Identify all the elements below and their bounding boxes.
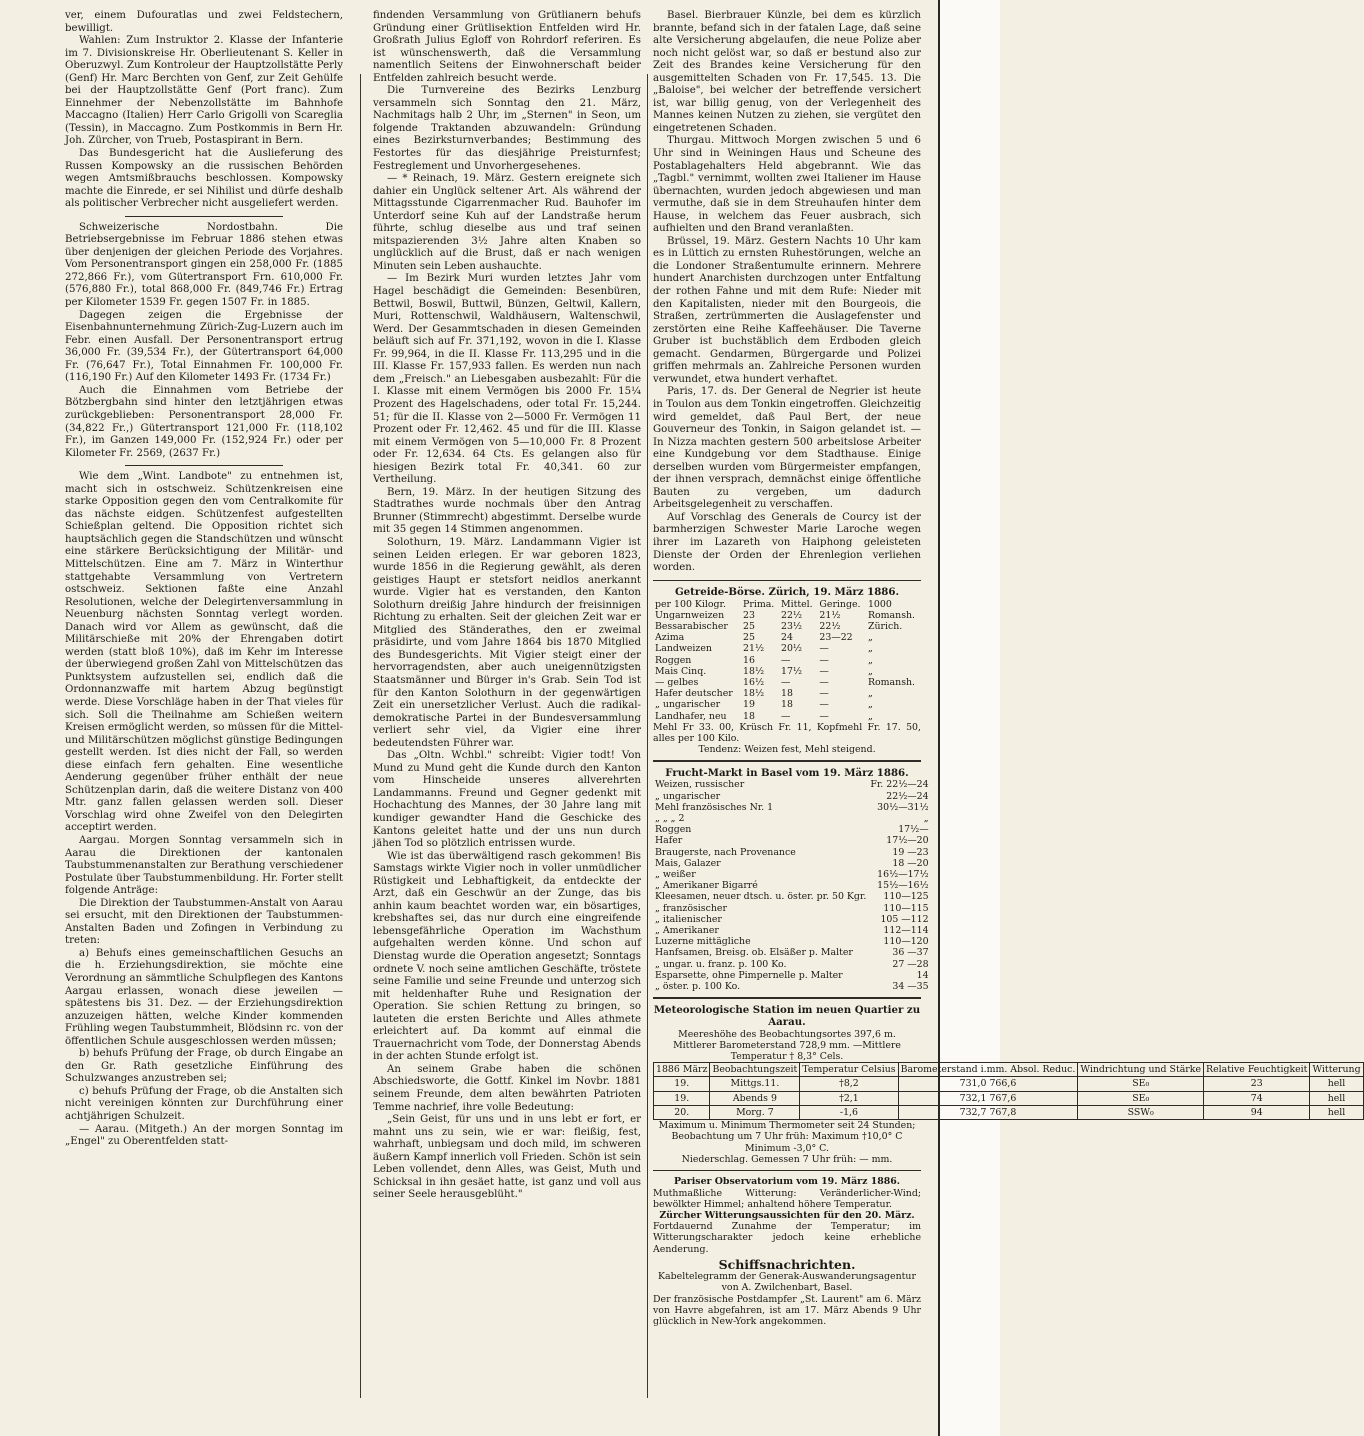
table-cell: 17½ xyxy=(780,665,803,677)
table-cell: Morg. 7 xyxy=(710,1105,800,1119)
table-cell: †8,2 xyxy=(800,1077,898,1091)
table-cell: hell xyxy=(1310,1077,1363,1091)
table-cell: 21½ xyxy=(819,609,841,621)
table-cell: Bessarabischer xyxy=(655,620,728,632)
table-cell: †2,1 xyxy=(800,1091,898,1105)
table-cell: 19 xyxy=(743,699,755,711)
table-cell: 24 xyxy=(780,632,793,644)
table-cell: „ französischer xyxy=(655,902,727,914)
table-cell: 22½—24 xyxy=(886,790,929,802)
table-row xyxy=(653,677,921,688)
table-cell: 25 xyxy=(743,620,755,632)
paragraph: Brüssel, 19. März. Gestern Nachts 10 Uhr kam es in Lüttich zu ernsten Ruhestörungen, welche an die Londoner Straßentumulte erinnern. Mehrere hundert Anarchisten durchzogen unter Entfaltung der rothen Fahne und mit dem Rufe: Nieder mit den Kapitalisten, nieder mit den Bourgeois, die Straßen, zertrümmerten die Auslagefenster und zerstörten eine Reihe Kaffeehäuser. Die Taverne Gruber ist buchstäblich dem Erdboden gleich gemacht. Gendarmen, Bürgergarde und Polizei griffen mehrmals an. Zahlreiche Personen wurden verwundet, etwa hundert verhaftet. xyxy=(653,235,921,385)
table-cell: 105 —112 xyxy=(880,913,929,925)
table-cell: — xyxy=(819,699,829,711)
paragraph: Paris, 17. ds. Der General de Negrier ist heute in Toulon aus dem Tonkin eingetroffen. Gleichzeitig wird gemeldet, daß Paul Bert, der neue Gouverneur des Tonkin, in Saigon gelandet ist. — In Nizza machten gestern 500 arbeitslose Arbeiter eine Kundgebung vor dem Stadthause. Einige derselben wurden vom Bürgermeister empfangen, der ihnen versprach, demnächst einige öffentliche Bauten zu vergeben, um dadurch Arbeitsgelegenheit zu verschaffen. xyxy=(653,386,921,511)
column-2 xyxy=(373,10,641,1340)
table-cell: Prima. xyxy=(743,598,775,610)
table-cell: Mais, Galazer xyxy=(655,857,721,869)
table-row xyxy=(653,847,931,858)
table-cell: 36 —37 xyxy=(892,947,929,959)
table-cell: Hanfsamen, Breisg. ob. Elsäßer p. Malter xyxy=(655,947,853,959)
fruit-market-title: Frucht-Markt in Basel vom 19. März 1886. xyxy=(665,766,909,779)
zurcher-text: Fortdauernd Zunahme der Temperatur; im Witterungscharakter jedoch keine erhebliche Aenderung. xyxy=(653,1221,921,1255)
table-cell: Mittel. xyxy=(780,598,813,610)
meteo-altitude: Meereshöhe des Beobachtungsortes 397,6 m. xyxy=(678,1028,896,1040)
table-cell: Witterung xyxy=(1310,1063,1363,1077)
table-row xyxy=(653,824,931,835)
table-cell: 16½—17½ xyxy=(877,868,929,880)
table-cell: 17½—20 xyxy=(886,835,929,847)
table-cell: 94 xyxy=(1204,1105,1310,1119)
table-cell: SE₀ xyxy=(1078,1077,1204,1091)
grain-tendency: Tendenz: Weizen fest, Mehl steigend. xyxy=(698,744,876,756)
table-row xyxy=(653,621,921,632)
table-cell: 20. xyxy=(654,1105,710,1119)
table-row xyxy=(653,688,921,699)
separator xyxy=(125,465,283,466)
table-row xyxy=(653,970,931,981)
table-row xyxy=(653,880,931,891)
table-cell: Mittgs.11. xyxy=(710,1077,800,1091)
paragraph: Wie dem „Wint. Landbote" zu entnehmen ist, macht sich in ostschweiz. Schützenkreisen eine starke Opposition gegen den vom Centralkomite für das nächste eidgen. Schützenfest aufgestellten Schießplan geltend. Die Opposition richtet sich hauptsächlich gegen die Standschützen und wünscht eine stärkere Berücksichtigung der Militär- und Mittelschützen. Eine am 7. März in Winterthur stattgehabte Versammlung von Vertretern ostschweiz. Sektionen faßte eine Anzahl Resolutionen, welche der Delegirtenversammlung in Neuenburg nächsten Sonntag verlegt worden. Danach wird vor Allem as gewünscht, daß die Militärschieße mit 20% der Ehrengaben dotirt werden (statt bloß 10%), daß im Kehr im Interesse der überwiegend großen Zahl von Mittelschützen das Punktsystem aufzustellen sei, endlich daß die Ordonnanzwaffe mit hartem Abzug begünstigt werde. Diese Vorschläge haben in der That vieles für sich. Soll die Theilnahme am Schießen weitern Kreisen ermöglicht werden, so müssen für die Mittel- und Militärschützen möglichst günstige Bedingungen gestellt werden. Ist dies nicht der Fall, so werden diese einfach fern gehalten. Eine wesentliche Aenderung gegenüber früher enthält der neue Schützenplan darin, daß die weitere Distanz von 400 Mtr. ganz fallen gelassen werden soll. Dieser Vorschlag wird ohne Zweifel von den Delegirten acceptirt werden. xyxy=(65,471,343,834)
table-cell: 732,7 767,8 xyxy=(898,1105,1078,1119)
paragraph: b) behufs Prüfung der Frage, ob durch Eingabe an den Gr. Rath gesetzliche Einführung des Schulzwanges anzustreben sei; xyxy=(65,1048,343,1085)
table-cell: Relative Feuchtigkeit xyxy=(1204,1063,1310,1077)
table-cell: „ ungarischer xyxy=(655,699,721,711)
paragraph: — Im Bezirk Muri wurden letztes Jahr vom Hagel beschädigt die Gemeinden: Besenbüren, Bettwil, Boswil, Buttwil, Bünzen, Geltwil, Kallern, Muri, Rottenschwil, Waldhäusern, Waltenschwil, Werd. Der Gesammtschaden in diesen Gemeinden beläuft sich auf Fr. 371,192, wovon in die I. Klasse Fr. 99,964, in die II. Klasse Fr. 113,295 und in die III. Klasse Fr. 157,933 fallen. Es werden nun nach dem „Freisch." an Liebesgaben ausbezahlt: Für die I. Klasse mit einem Vermögen bis 2000 Fr. 15¼ Prozent des Hagelschadens, oder total Fr. 15,244. 51; für die II. Klasse von 2—5000 Fr. Vermögen 11 Prozent oder Fr. 12,462. 45 und für die III. Klasse mit einem Vermögen von 5—10,000 Fr. 8 Prozent oder Fr. 12,634. 64 Cts. Es gelangen also für hiesigen Bezirk total Fr. 40,341. 60 zur Vertheilung. xyxy=(373,273,641,486)
separator xyxy=(653,760,921,761)
table-row xyxy=(653,869,931,880)
zurcher-title: Zürcher Witterungsaussichten für den 20. März. xyxy=(659,1209,915,1221)
table-cell: 112—114 xyxy=(883,924,929,936)
table-cell: — xyxy=(780,710,791,722)
table-cell: 22½ xyxy=(819,620,841,632)
table-row xyxy=(654,1077,1364,1091)
table-row xyxy=(654,1105,1364,1119)
table-cell: SSW₀ xyxy=(1078,1105,1204,1119)
table-row xyxy=(653,666,921,677)
table-cell: 19. xyxy=(654,1091,710,1105)
table-cell: Azima xyxy=(655,632,685,644)
table-cell: hell xyxy=(1310,1105,1363,1119)
table-cell: Braugerste, nach Provenance xyxy=(655,846,796,858)
table-row xyxy=(653,643,921,654)
table-cell: Roggen xyxy=(655,654,692,666)
pariser-text: Muthmaßliche Witterung: Veränderlicher-Wind; bewölkter Himmel; anhaltend höhere Temperatur. xyxy=(653,1187,921,1210)
table-cell: 17½— xyxy=(898,824,929,836)
table-cell: „ ungarischer xyxy=(655,790,721,802)
paragraph: — Aarau. (Mitgeth.) An der morgen Sonntag im „Engel" zu Oberentfelden statt- xyxy=(65,1123,343,1148)
paragraph: An seinem Grabe haben die schönen Abschiedsworte, die Gottf. Kinkel im Novbr. 1881 seinem Freunde, dem alten bewährten Patrioten Temme nachrief, ihre volle Bedeutung: xyxy=(373,1063,641,1113)
table-cell: 20½ xyxy=(780,643,803,655)
table-cell: 23½ xyxy=(780,620,803,632)
table-cell: hell xyxy=(1310,1091,1363,1105)
meteo-title: Meteorologische Station im neuen Quartier zu Aarau. xyxy=(653,1003,921,1029)
table-cell: — xyxy=(819,676,829,688)
table-cell: 25 xyxy=(743,632,755,644)
table-cell: „ weißer xyxy=(655,868,696,880)
table-cell: 23—22 xyxy=(819,632,853,644)
table-cell: per 100 Kilogr. xyxy=(655,598,726,610)
table-row xyxy=(653,891,931,902)
pariser-title: Pariser Observatorium vom 19. März 1886. xyxy=(673,1176,901,1188)
table-cell: 18 —20 xyxy=(892,857,929,869)
table-cell: — xyxy=(780,676,791,688)
table-cell: 1000 xyxy=(867,598,892,610)
table-row xyxy=(654,1091,1364,1105)
table-cell: Weizen, russischer xyxy=(655,779,745,791)
table-cell: Temperatur Celsius xyxy=(800,1063,898,1077)
table-row xyxy=(653,779,931,790)
table-cell: „ ungar. u. franz. p. 100 Ko. xyxy=(655,958,787,970)
meteo-note: Maximum u. Minimum Thermometer seit 24 Stunden; xyxy=(658,1120,916,1132)
paragraph: Das Bundesgericht hat die Auslieferung des Russen Kompowsky an die russischen Behörden wegen Amtsmißbrauchs beschlossen. Kompowsky machte die Einrede, er sei Nihilist und dürfe deshalb als politischer Verbrecher nicht ausgeliefert werden. xyxy=(65,148,343,210)
table-cell: 19. xyxy=(654,1077,710,1091)
table-row xyxy=(653,802,931,813)
table-cell: „ xyxy=(923,812,929,824)
table-cell: „ öster. p. 100 Ko. xyxy=(655,980,741,992)
table-cell: — xyxy=(819,688,829,700)
table-cell: Geringe. xyxy=(819,598,861,610)
table-cell: Barometerstand i.mm. Absol. Reduc. xyxy=(898,1063,1078,1077)
table-cell: Landhafer, neu xyxy=(655,710,727,722)
table-cell: 14 xyxy=(916,969,929,981)
paragraph: Auch die Einnahmen vom Betriebe der Bötzbergbahn sind hinter den letztjährigen etwas zurückgeblieben: Personentransport 28,000 Fr. (34,822 Fr.,) Gütertransport 121,000 Fr. (118,102 Fr.), im Ganzen 149,000 Fr. (152,924 Fr.) oder per Kilometer Fr. 2569, (2637 Fr.) xyxy=(65,384,343,459)
table-cell: Mais Cinq. xyxy=(655,665,707,677)
table-cell: Beobachtungszeit xyxy=(710,1063,800,1077)
column-1 xyxy=(65,10,343,1340)
table-row xyxy=(653,959,931,970)
paragraph: ver, einem Dufouratlas und zwei Feldstechern, bewilligt. xyxy=(65,10,343,34)
table-cell: Romansh. xyxy=(867,676,916,688)
table-cell: — xyxy=(819,654,829,666)
paragraph: Basel. Bierbrauer Künzle, bei dem es kürzlich brannte, befand sich in der fatalen Lage, daß seine alte Versicherung abgelaufen, die neue Polize aber noch nicht gelöst war, so daß er bestund also zur Zeit des Brandes keine Versicherung für den ausgemittelten Schaden von Fr. 17,545. 13. Die „Baloise", bei welcher der betreffende versichert ist, war billig genug, von der Verlegenheit des Mannes keinen Nutzen zu ziehen, sie vergütet den eingetretenen Schaden. xyxy=(653,10,921,134)
table-cell: 18 xyxy=(780,688,793,700)
column-3 xyxy=(653,10,1361,1340)
table-cell: Abends 9 xyxy=(710,1091,800,1105)
table-cell: Mehl französisches Nr. 1 xyxy=(655,801,774,813)
table-cell: 34 —35 xyxy=(892,980,929,992)
table-cell: Romansh. xyxy=(867,609,916,621)
table-cell: „ xyxy=(867,632,873,644)
meteo-note: Minimum -3,0° C. xyxy=(745,1142,829,1154)
table-cell: Landweizen xyxy=(655,643,712,655)
table-cell: Fr. 22½—24 xyxy=(870,779,929,791)
table-cell: 21½ xyxy=(743,643,765,655)
column-rule xyxy=(360,74,361,1398)
meteo-note: Beobachtung um 7 Uhr früh: Maximum †10,0° C xyxy=(671,1131,903,1143)
table-cell: 110—120 xyxy=(883,936,929,948)
table-cell: — gelbes xyxy=(655,676,699,688)
table-cell: 18½ xyxy=(743,665,765,677)
table-cell: „ Amerikaner Bigarré xyxy=(655,880,758,892)
table-cell: „ xyxy=(867,654,873,666)
table-cell: „ „ „ 2 xyxy=(655,812,685,824)
paragraph: „Sein Geist, für uns und in uns lebt er fort, er mahnt uns zu sein, wie er war: fleißig, fest, wahrhaft, unbiegsam und doch mild, im schweren äußern Kampf innerlich voll Frieden. Schön ist sein Leben vollendet, denn Alles, was Geist, Muth und Schicksal in ihn gesäet hatte, ist ganz und voll aus seiner Seele herausgeblüht." xyxy=(373,1114,641,1201)
table-cell: — xyxy=(819,643,829,655)
grain-note: Mehl Fr 33. 00, Krüsch Fr. 11, Kopfmehl Fr. 17. 50, alles per 100 Kilo. xyxy=(653,721,921,744)
grain-exchange-table xyxy=(653,599,921,722)
table-cell: 18 xyxy=(780,699,793,711)
table-cell: „ xyxy=(867,643,873,655)
table-row xyxy=(653,791,931,802)
paragraph: findenden Versammlung von Grütlianern behufs Gründung einer Grütlisektion Entfelden wird Hr. Großrath Julius Egloff von Rohrdorf referiren. Es ist wünschenswerth, daß die Versammlung namentlich Seitens der Einwohnerschaft beider Entfelden zahlreich besucht werde. xyxy=(373,10,641,84)
table-row xyxy=(653,699,921,710)
shipping-title: Schiffsnachrichten. xyxy=(718,1256,856,1272)
meteo-averages: Mittlerer Barometerstand 728,9 mm. —Mittlere Temperatur † 8,3° Cels. xyxy=(673,1039,901,1063)
grain-exchange-title: Getreide-Börse. Zürich, 19. März 1886. xyxy=(674,586,900,598)
table-header xyxy=(653,599,921,610)
meteo-note: Niederschlag. Gemessen 7 Uhr früh: — mm. xyxy=(681,1153,893,1165)
table-cell: 15½—16½ xyxy=(877,880,929,892)
table-cell: -1,6 xyxy=(800,1105,898,1119)
table-cell: „ xyxy=(867,699,873,711)
paragraph: Aargau. Morgen Sonntag versammeln sich in Aarau die Direktionen der kantonalen Taubstummenanstalten zur Berathung verschiedener Postulate über Taubstummenbildung. Hr. Forter stellt folgende Anträge: xyxy=(65,835,343,897)
table-cell: 18 xyxy=(743,710,755,722)
table-cell: 16½ xyxy=(743,676,765,688)
separator xyxy=(653,580,921,581)
paragraph: a) Behufs eines gemeinschaftlichen Gesuchs an die h. Erziehungsdirektion, sie möchte eine Verordnung an sämmtliche Schulpflegen des Kantons Aargau erlassen, wonach diese jeweilen — spätestens bis 31. Dez. — der Erziehungsdirektion anzuzeigen hätten, welche Kinder kommenden Frühling wegen Taubstummheit, Blödsinn rc. von der öffentlichen Schule ausgeschlossen werden müssen; xyxy=(65,947,343,1047)
table-row xyxy=(653,936,931,947)
table-cell: 23 xyxy=(1204,1077,1310,1091)
paragraph: Wahlen: Zum Instruktor 2. Klasse der Infanterie im 7. Divisionskreise Hr. Oberlieutenant S. Keller in Oberuzwyl. Zum Kontroleur der Hauptzollstätte Perly (Genf) Hr. Marc Berchten von Genf, zur Zeit Gehülfe bei der Hauptzollstätte Genf (Port franc). Zum Einnehmer der Nebenzollstätte im Bahnhofe Maccagno (Italien) Herr Carlo Grigolli von Scareglia (Tessin), in Maccagno. Zum Postkommis in Bern Hr. Joh. Zürcher, von Trueb, Postaspirant in Bern. xyxy=(65,35,343,147)
table-cell: 110—115 xyxy=(883,902,929,914)
table-cell: SE₀ xyxy=(1078,1091,1204,1105)
paragraph: Auf Vorschlag des Generals de Courcy ist der barmherzigen Schwester Marie Laroche wegen ihrer im Lazareth von Haiphong geleisteten Dienste der Orden der Ehrenlegion verliehen worden. xyxy=(653,511,921,574)
shipping-text: Kabeltelegramm der Generak-Auswanderungsagentur von A. Zwilchenbart, Basel. xyxy=(658,1271,916,1294)
shipping-text: Der französische Postdampfer „St. Laurent" am 6. März von Havre abgefahren, ist am 17. März Abends 9 Uhr glücklich in New-York angekommen. xyxy=(653,1293,921,1328)
table-cell: 731,0 766,6 xyxy=(898,1077,1078,1091)
separator xyxy=(125,216,283,217)
table-cell: 27 —28 xyxy=(892,958,929,970)
paragraph: Solothurn, 19. März. Landammann Vigier ist seinen Leiden erlegen. Er war geboren 1823, wurde 1856 in die Regierung gewählt, als deren geistiges Haupt er stetsfort neidlos anerkannt wurde. Vigier hat es verstanden, den Kanton Solothurn dreißig Jahre hindurch der freisinnigen Richtung zu erhalten. Seit der gleichen Zeit war er Mitglied des Ständerathes, den er zweimal präsidirte, und vom Jahre 1864 bis 1870 Mitglied des Bundesgerichts. Mit Vigier steigt einer der hervorragendsten, aber auch uneigennützigsten Staatsmänner und Bürger in's Grab. Sein Tod ist für den Kanton Solothurn in der gegenwärtigen Zeit ein unersetzlicher Verlust. Auch die radikal-demokratische Partei in der Bundesversammlung verliert sehr viel, da Vigier eine ihrer bedeutendsten Führer war. xyxy=(373,536,641,749)
table-cell: 732,1 767,6 xyxy=(898,1091,1078,1105)
table-row xyxy=(653,914,931,925)
table-cell: 23 xyxy=(743,609,755,621)
table-cell: — xyxy=(819,710,829,722)
table-cell: „ xyxy=(867,688,873,700)
table-header xyxy=(654,1063,1364,1077)
paragraph: Dagegen zeigen die Ergebnisse der Eisenbahnunternehmung Zürich-Zug-Luzern auch im Febr. einen Ausfall. Der Personentransport ertrug 36,000 Fr. (39,534 Fr.), der Gütertransport 64,000 Fr. (76,647 Fr.), Total Einnahmen Fr. 100,000 Fr. (116,190 Fr.) Auf den Kilometer 1493 Fr. (1734 Fr.) xyxy=(65,309,343,384)
meteo-table xyxy=(653,1062,1364,1120)
table-cell: — xyxy=(780,654,791,666)
paragraph: Wie ist das überwältigend rasch gekommen! Bis Samstags wirkte Vigier noch in voller unmüdlicher Rüstigkeit und Lebhaftigkeit, da entdeckte der Arzt, daß ein Geschwür an der Zunge, das bis anhin kaum beachtet worden war, ein bösartiges, krebshaftes sei, das nur durch eine eingreifende lebensgefährliche Operation im Wachsthum aufgehalten werden könne. Und schon auf Dienstag wurde die Operation angesetzt; Sonntags ordnete V. noch seine amtlichen Geschäfte, tröstete seine Familie und seine Freunde und unterzog sich mit heldenhafter Ruhe und Resignation der Operation. Sie schien Rettung zu bringen, so lauteten die ersten Berichte und Alles athmete erleichtert auf. Da kommt auf einmal die Trauernachricht vom Tode, der Donnerstag Abends in der achten Stunde erfolgt ist. xyxy=(373,850,641,1063)
table-cell: 18½ xyxy=(743,688,765,700)
table-cell: 74 xyxy=(1204,1091,1310,1105)
table-row xyxy=(653,655,921,666)
table-cell: Kleesamen, neuer dtsch. u. öster. pr. 50 Kgr. xyxy=(655,891,867,903)
table-cell: 16 xyxy=(743,654,755,666)
table-cell: Windrichtung und Stärke xyxy=(1078,1063,1204,1077)
table-cell: — xyxy=(819,665,829,677)
paragraph: Die Turnvereine des Bezirks Lenzburg versammeln sich Sonntag den 21. März, Nachmitags halb 2 Uhr, im „Sternen" in Seon, um folgende Traktanden abzuwandeln: Gründung eines Bezirksturnverbandes; Bestimmung des Festortes für das diesjährige Preisturnfest; Festreglement und Unvorhergesehenes. xyxy=(373,85,641,172)
table-cell: Hafer deutscher xyxy=(655,688,733,700)
table-row xyxy=(653,813,931,824)
paragraph: — * Reinach, 19. März. Gestern ereignete sich dahier ein Unglück seltener Art. Als während der Mittagsstunde Cigarrenmacher Rud. Bauhofer im Unterdorf seine Kuh auf der Landstraße herum führte, schlug dieselbe aus und traf seinen mitspazierenden 3½ Jahre alten Knaben so unglücklich auf die Brust, daß er nach wenigen Minuten sein Leben aushauchte. xyxy=(373,173,641,272)
paragraph: c) behufs Prüfung der Frage, ob die Anstalten sich nicht vereinigen könnten zur Durchführung einer achtjährigen Schulzeit. xyxy=(65,1085,343,1123)
table-cell: Zürich. xyxy=(867,620,903,632)
table-cell: 30½—31½ xyxy=(877,801,929,813)
table-row xyxy=(653,632,921,643)
table-row xyxy=(653,610,921,621)
page-edge xyxy=(938,0,1000,1436)
table-cell: Ungarnweizen xyxy=(655,609,725,621)
table-cell: „ xyxy=(867,710,873,722)
table-cell: „ italienischer xyxy=(655,913,722,925)
paragraph: Die Direktion der Taubstummen-Anstalt von Aarau sei ersucht, mit den Direktionen der Taubstummen-Anstalten Baden und Zofingen in Verbindung zu treten: xyxy=(65,897,343,947)
table-cell: „ xyxy=(867,665,873,677)
table-row xyxy=(653,925,931,936)
table-cell: Luzerne mittägliche xyxy=(655,936,751,948)
table-cell: Hafer xyxy=(655,835,683,847)
table-cell: 110—125 xyxy=(883,891,929,903)
column-rule xyxy=(647,74,648,1398)
paragraph: Thurgau. Mittwoch Morgen zwischen 5 und 6 Uhr sind in Weiningen Haus und Scheune des Postablagehalters Held abgebrannt. Wie das „Tagbl." vernimmt, wollten zwei Italiener im Hause übernachten, wurden jedoch abgewiesen und man vermuthe, daß sie in dem Streuhaufen hinter dem Hause, in welchem das Feuer ausbrach, sich aufhielten und den Brand veranlaßten. xyxy=(653,135,921,235)
table-cell: Roggen xyxy=(655,824,692,836)
separator xyxy=(653,1170,921,1171)
table-row xyxy=(653,858,931,869)
fruit-market-table xyxy=(653,779,931,992)
separator xyxy=(653,997,921,998)
paragraph: Das „Oltn. Wchbl." schreibt: Vigier todt! Von Mund zu Mund geht die Kunde durch den Kanton vom Hinscheide unseres allverehrten Landammanns. Freund und Gegner gedenkt mit Hochachtung des Mannes, der 30 Jahre lang mit kundiger gewandter Hand die Geschicke des Kantons geleitet hatte und der uns nun durch jähen Tod so plötzlich entrissen wurde. xyxy=(373,750,641,850)
paragraph: Bern, 19. März. In der heutigen Sitzung des Stadtrathes wurde nochmals über den Antrag Brunner (Stimmrecht) abgestimmt. Derselbe wurde mit 35 gegen 14 Stimmen angenommen. xyxy=(373,486,641,536)
table-row xyxy=(653,711,921,722)
table-row xyxy=(653,981,931,992)
table-cell: Esparsette, ohne Pimpernelle p. Malter xyxy=(655,969,843,981)
table-cell: 19 —23 xyxy=(892,846,929,858)
paragraph: Schweizerische Nordostbahn. Die Betriebsergebnisse im Februar 1886 stehen etwas über denjenigen der gleichen Periode des Vorjahres. Vom Personentransport gingen ein 258,000 Fr. (1885 272,866 Fr.), vom Gütertransport Frn. 610,000 Fr. (576,880 Fr.), total 868,000 Fr. (849,746 Fr.) Ertrag per Kilometer 1539 Fr. gegen 1507 Fr. in 1885. xyxy=(65,221,343,309)
table-row xyxy=(653,947,931,958)
table-cell: 22½ xyxy=(780,609,803,621)
table-row xyxy=(653,903,931,914)
table-row xyxy=(653,835,931,846)
table-cell: „ Amerikaner xyxy=(655,924,719,936)
table-cell: 1886 März xyxy=(654,1063,710,1077)
